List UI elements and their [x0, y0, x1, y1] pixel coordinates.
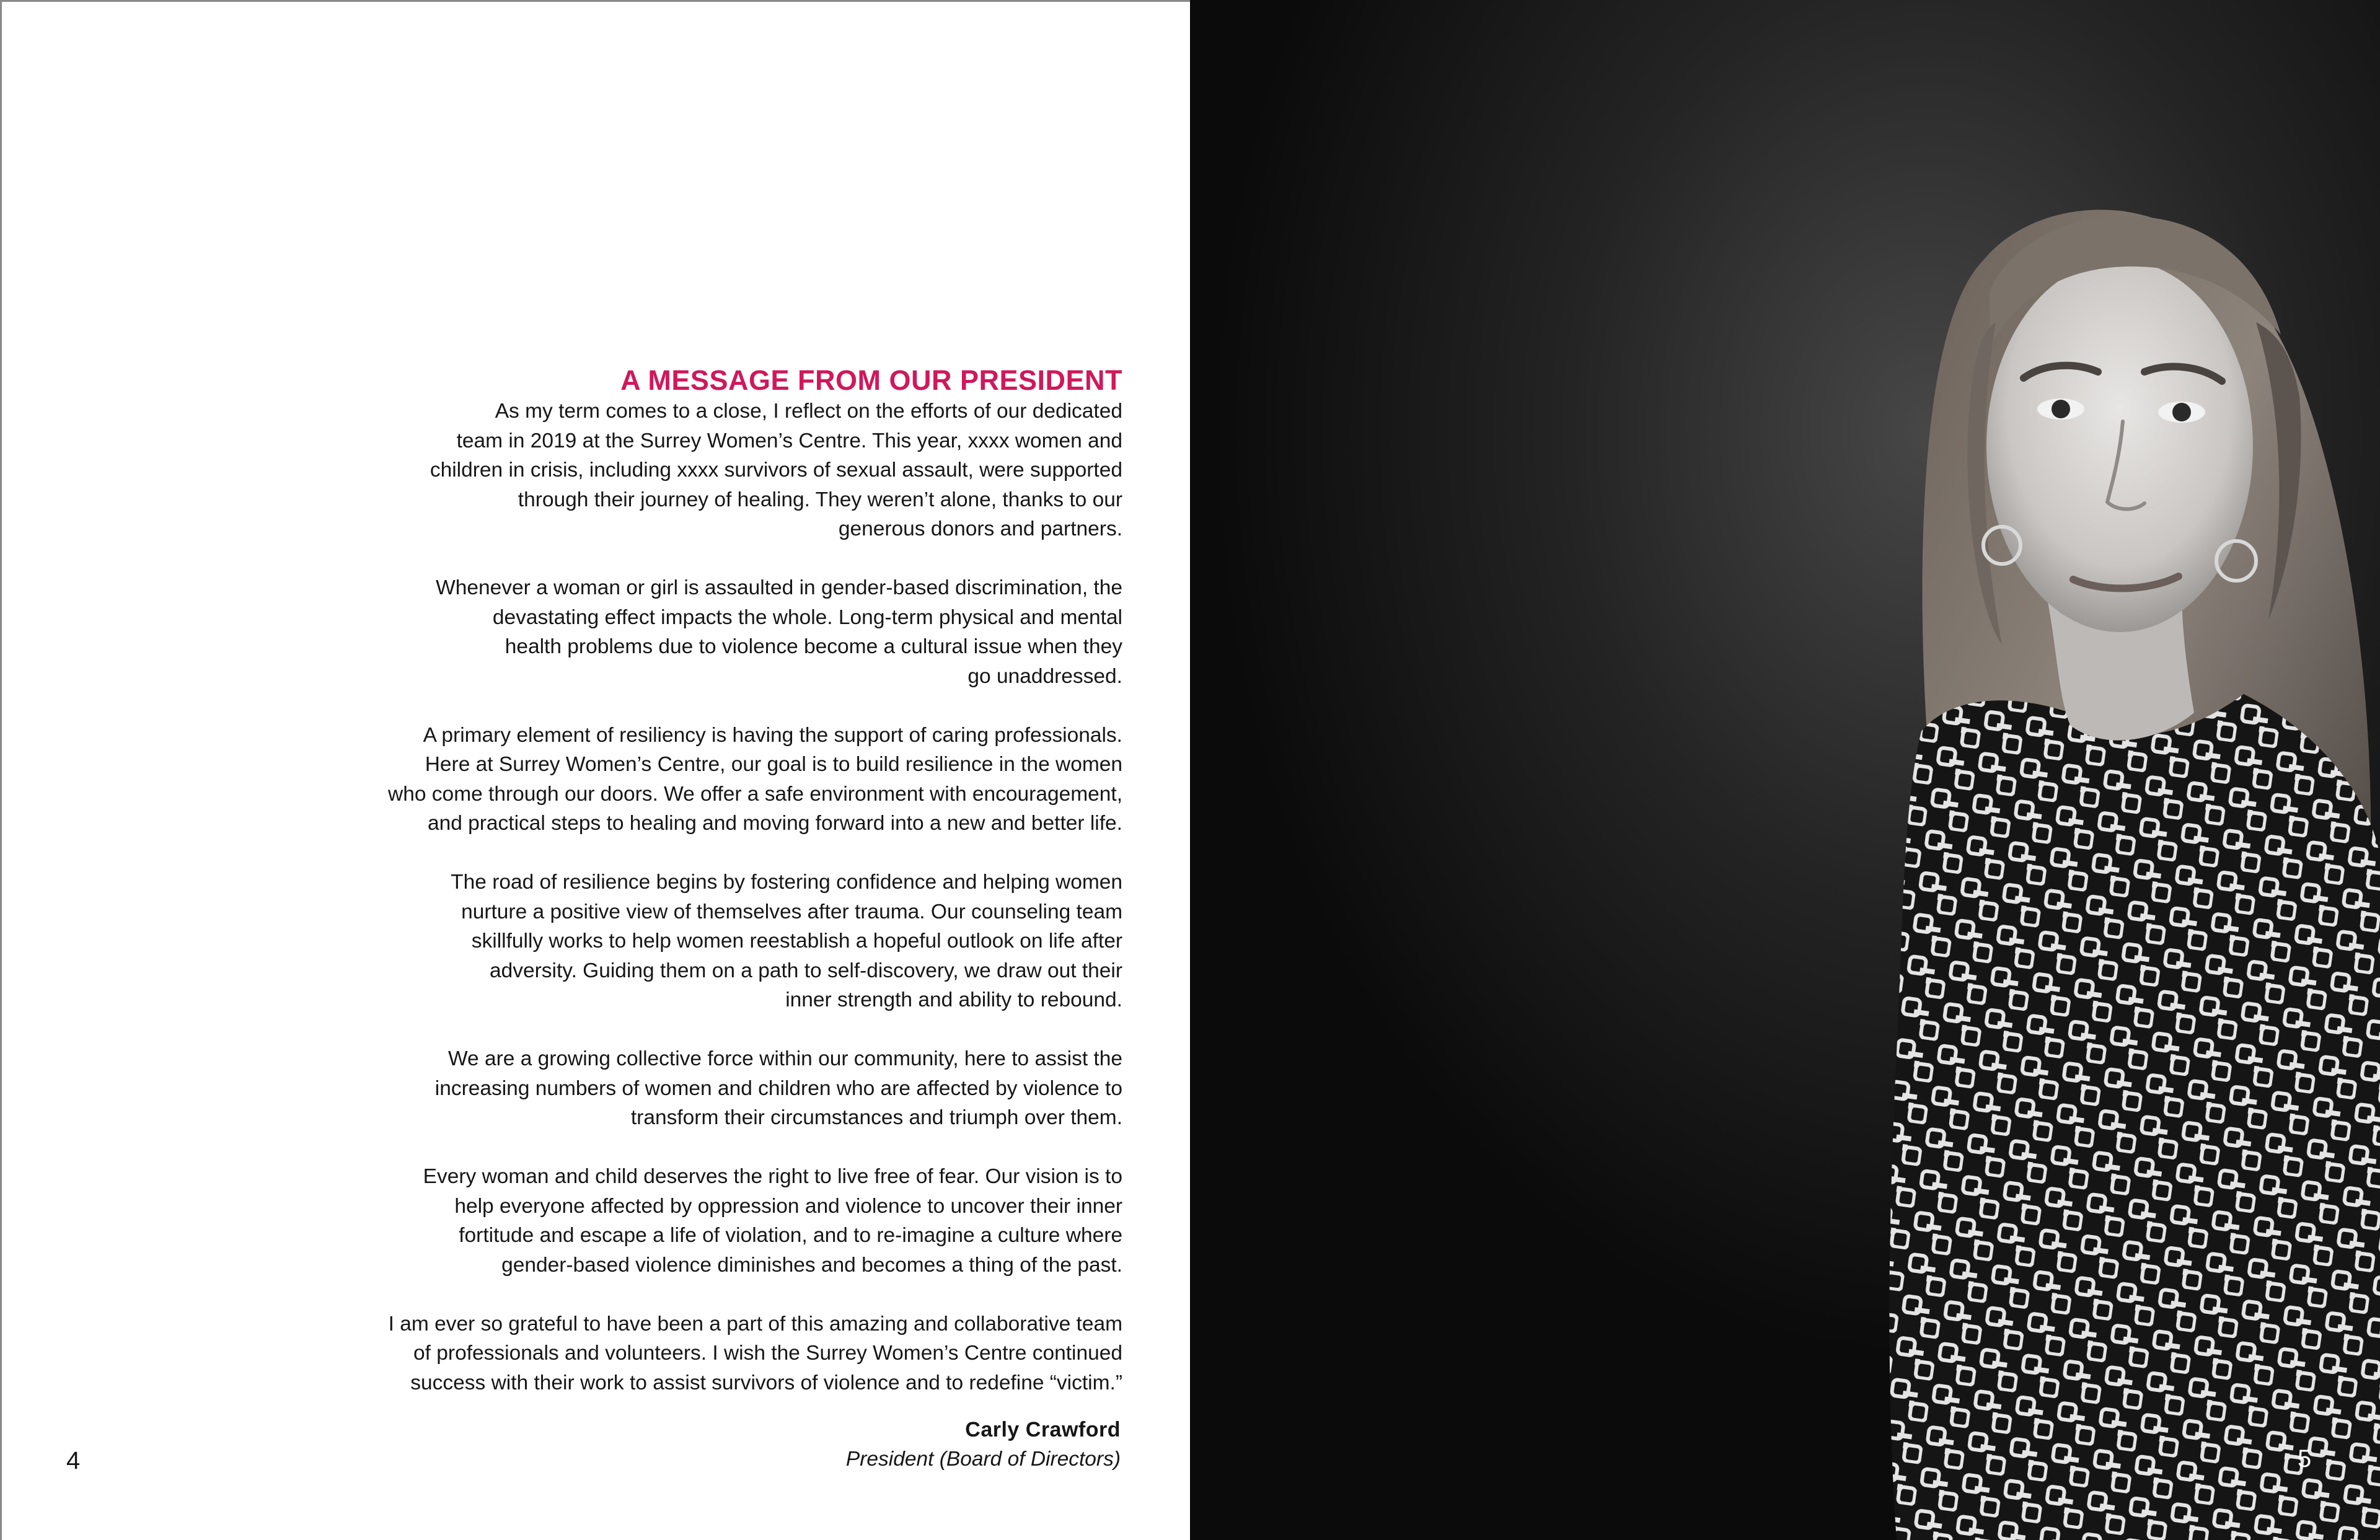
right-page [1190, 0, 2380, 1540]
president-message [324, 364, 1122, 1397]
signature-role: President (Board of Directors) [845, 1448, 1121, 1471]
message-paragraph: As my term comes to a close, I reflect on the efforts of our dedicated team in 2019 at the Surrey Women’s Centre. This year, xxxx women and children in crisis, including xxxx survivors of sexual assault, were supported through their journey of healing. They weren’t alone, thanks to our generous donors and partners. [430, 400, 1122, 540]
message-paragraph: A primary element of resiliency is having the support of caring professionals. Here at Surrey Women’s Centre, our goal is to build resilience in the women who come through our doors. We offer a safe environment with encouragement, and practical steps to healing and moving forward into a new and better life. [388, 723, 1122, 835]
message-paragraph: I am ever so grateful to have been a part of this amazing and collaborative team of professionals and volunteers. I wish the Surrey Women’s Centre continued success with their work to assist survivors of violence and to redefine “victim.” [388, 1312, 1122, 1394]
signature-name: Carly Crawford [965, 1418, 1121, 1441]
page-number-left: 4 [66, 1447, 81, 1474]
message-paragraph: Whenever a woman or girl is assaulted in gender-based discrimination, the devastating effect impacts the whole. Long-term physical and mental health problems due to violence become a cultural issue when they go unaddressed. [436, 576, 1122, 688]
message-paragraph: We are a growing collective force within our community, here to assist the increasing numbers of women and children who are affected by violence to transform their circumstances and triumph over them. [434, 1047, 1122, 1129]
message-heading: A MESSAGE FROM OUR PRESIDENT [620, 364, 1122, 396]
message-paragraph: The road of resilience begins by fostering confidence and helping women nurture a positive view of themselves after trauma. Our counseling team skillfully works to help women reestablish a hopeful outlook on life after adversity. Guiding them on a path to self-discovery, we draw out their inner strength and ability to rebound. [451, 871, 1122, 1011]
page-number-right: 5 [2298, 1445, 2312, 1472]
portrait-photo [1190, 0, 2380, 1540]
signature-block [846, 1415, 1121, 1474]
message-paragraph: Every woman and child deserves the right to live free of fear. Our vision is to help everyone affected by oppression and violence to uncover their inner fortitude and escape a life of violation, and to re-imagine a culture where gender-based violence diminishes and becomes a thing of the past. [423, 1165, 1122, 1277]
